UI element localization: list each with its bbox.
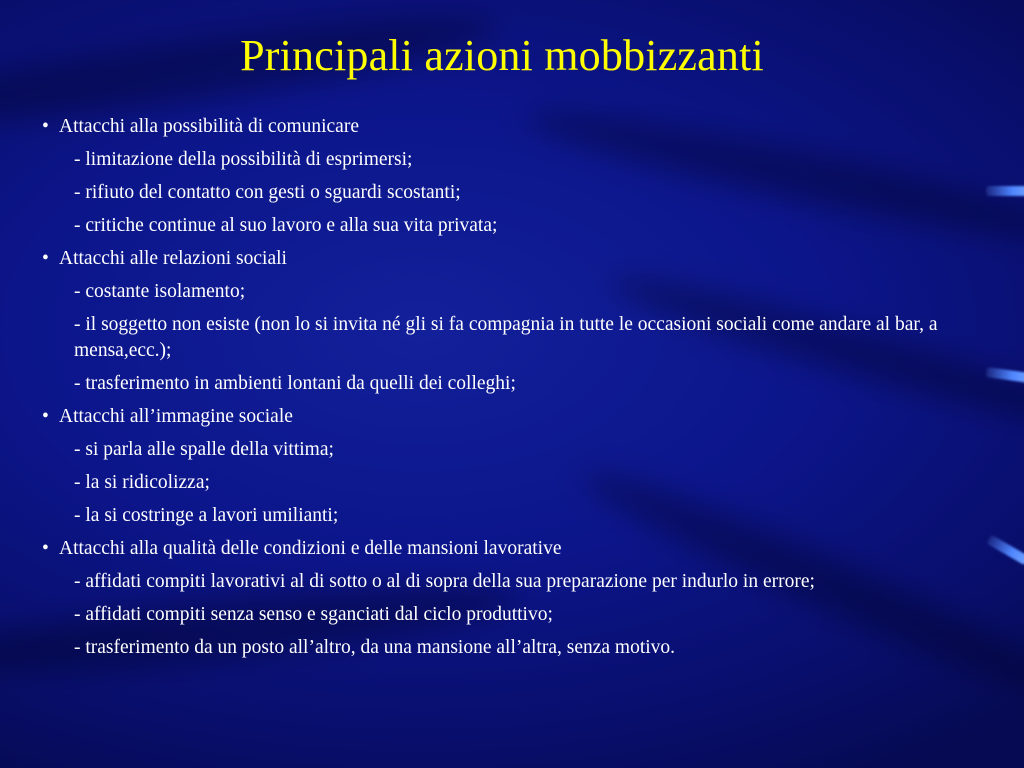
section-heading bbox=[42, 536, 972, 562]
list-item: - trasferimento in ambienti lontani da quelli dei colleghi; bbox=[74, 373, 516, 394]
section-heading-text: Attacchi alle relazioni sociali bbox=[59, 248, 287, 269]
section-heading-text: Attacchi alla possibilità di comunicare bbox=[59, 116, 359, 137]
list-item: - rifiuto del contatto con gesti o sguardi scostanti; bbox=[74, 182, 461, 203]
section-heading bbox=[42, 246, 972, 272]
slide-title: Principali azioni mobbizzanti bbox=[240, 31, 764, 80]
list-item: - si parla alle spalle della vittima; bbox=[74, 439, 334, 460]
list-item: - la si ridicolizza; bbox=[74, 472, 210, 493]
list-item: - la si costringe a lavori umilianti; bbox=[74, 505, 339, 526]
list-item: - il soggetto non esiste (non lo si invita né gli si fa compagnia in tutte le occasioni sociali come andare al bar, a mensa,ecc.); bbox=[74, 314, 938, 361]
list-item: - costante isolamento; bbox=[74, 281, 246, 302]
edge-accent-dash bbox=[986, 535, 1024, 566]
list-item: - affidati compiti lavorativi al di sotto o al di sopra della sua preparazione per indurlo in errore; bbox=[74, 571, 815, 592]
section-heading-text: Attacchi alla qualità delle condizioni e delle mansioni lavorative bbox=[59, 538, 562, 559]
section-heading bbox=[42, 114, 972, 140]
bullet-dot-icon: • bbox=[42, 538, 49, 559]
slide-content bbox=[42, 114, 972, 668]
bullet-dot-icon: • bbox=[42, 406, 49, 427]
list-item: - trasferimento da un posto all’altro, da una mansione all’altra, senza motivo. bbox=[74, 637, 676, 658]
edge-accent-dash bbox=[986, 186, 1024, 196]
section-heading bbox=[42, 404, 972, 430]
list-item: - critiche continue al suo lavoro e alla sua vita privata; bbox=[74, 215, 498, 236]
list-item: - affidati compiti senza senso e sganciati dal ciclo produttivo; bbox=[74, 604, 553, 625]
bullet-dot-icon: • bbox=[42, 248, 49, 269]
bullet-dot-icon: • bbox=[42, 116, 49, 137]
list-item: - limitazione della possibilità di esprimersi; bbox=[74, 149, 413, 170]
section-heading-text: Attacchi all’immagine sociale bbox=[59, 406, 293, 427]
